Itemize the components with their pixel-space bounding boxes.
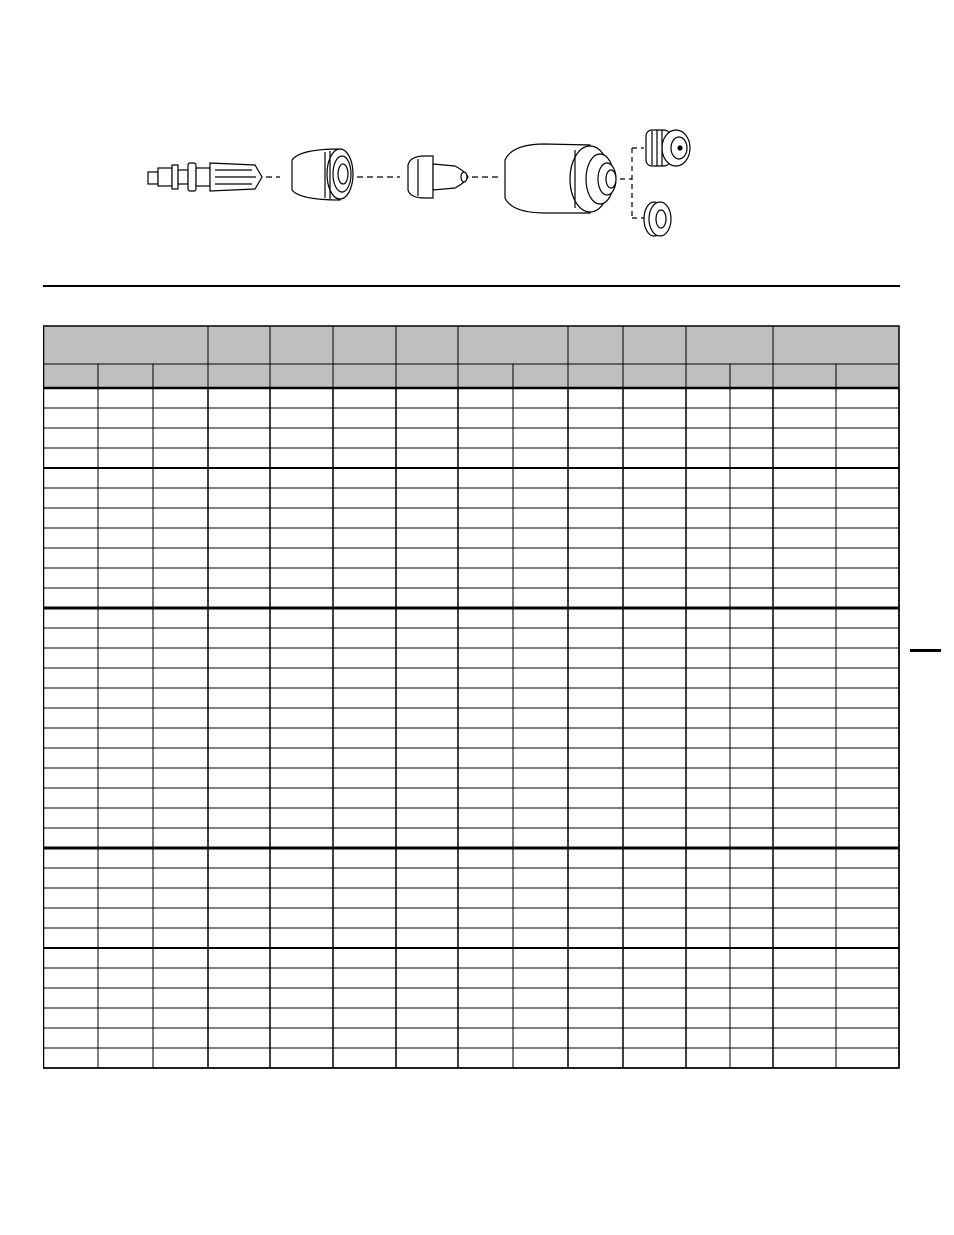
table-row <box>43 888 899 908</box>
deflector-icon <box>644 202 671 236</box>
table-row <box>43 528 899 548</box>
specification-table <box>43 325 901 1070</box>
table-header-fill <box>43 326 899 388</box>
table-row <box>43 848 899 868</box>
table-row <box>43 968 899 988</box>
table-row <box>43 1008 899 1028</box>
table-row <box>43 568 899 588</box>
nozzle-icon <box>408 156 468 198</box>
table-row <box>43 628 899 648</box>
table-row <box>43 868 899 888</box>
table-row <box>43 548 899 568</box>
table-row <box>43 488 899 508</box>
table-row <box>43 388 899 408</box>
table-row <box>43 908 899 928</box>
table-row <box>43 828 899 848</box>
table-row <box>43 928 899 948</box>
table-row <box>43 408 899 428</box>
table-row <box>43 708 899 728</box>
electrode-icon <box>148 163 262 191</box>
page-tab-mark <box>910 649 941 652</box>
table-row <box>43 988 899 1008</box>
table-row <box>43 788 899 808</box>
table-row <box>43 608 899 628</box>
shield-icon <box>646 130 690 166</box>
section-divider <box>43 285 900 287</box>
table-row <box>43 728 899 748</box>
table-row <box>43 768 899 788</box>
torch-consumables-diagram <box>0 0 954 280</box>
table-row <box>43 808 899 828</box>
retaining-cap-icon <box>505 144 616 213</box>
table-row <box>43 948 899 968</box>
table-row <box>43 688 899 708</box>
table-row <box>43 468 899 488</box>
table-row <box>43 448 899 468</box>
swirl-ring-icon <box>292 149 353 200</box>
table-row <box>43 508 899 528</box>
table-row <box>43 428 899 448</box>
table-row <box>43 588 899 608</box>
table-row <box>43 1028 899 1048</box>
table-row <box>43 648 899 668</box>
table-row <box>43 1048 899 1068</box>
table-row <box>43 668 899 688</box>
table-row <box>43 748 899 768</box>
